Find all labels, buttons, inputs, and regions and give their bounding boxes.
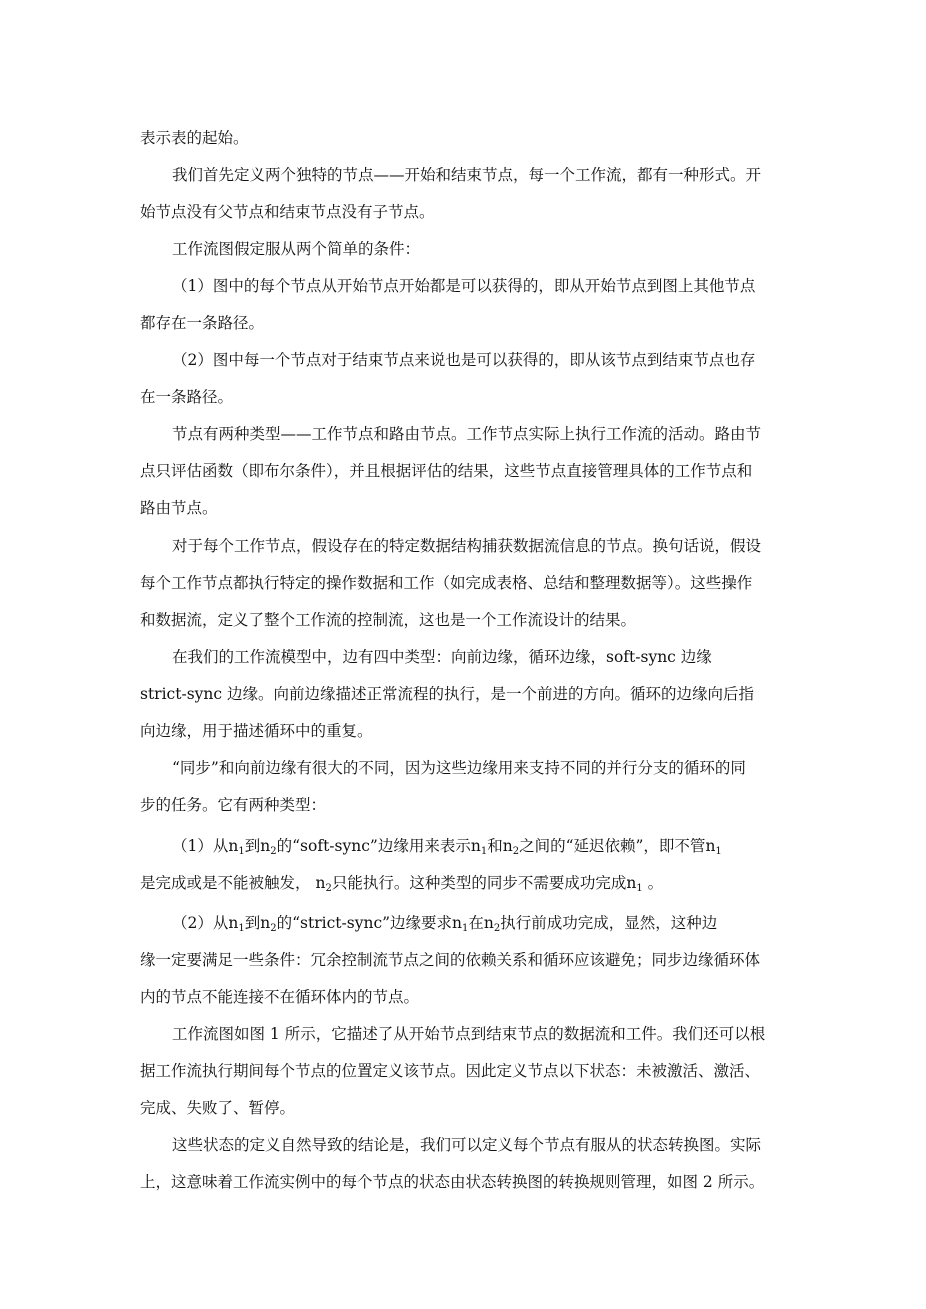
text-line: 缘一定要满足一些条件：冗余控制流节点之间的依赖关系和循环应该避免；同步边缘循环体 (140, 951, 761, 969)
text-line: 工作流图假定服从两个简单的条件： (172, 240, 421, 258)
text-line: 都存在一条路径。 (140, 314, 265, 332)
text-line: 和数据流，定义了整个工作流的控制流，这也是一个工作流设计的结果。 (140, 611, 637, 629)
text-line: 始节点没有父节点和结束节点没有子节点。 (140, 203, 435, 221)
text-line: 每个工作节点都执行特定的操作数据和工作（如完成表格、总结和整理数据等）。这些操作 (140, 574, 753, 592)
text-line: 在一条路径。 (140, 388, 234, 406)
text-line: （1）从$n_1$到$n_2$的“soft-sync”边缘用来表示$n_1$和$n_2$之间的“延迟依赖”，即不管$n_1$ (172, 837, 722, 857)
text-line: 步的任务。它有两种类型： (140, 796, 327, 814)
text-line: “同步”和向前边缘有很大的不同，因为这些边缘用来支持不同的并行分支的循环的同 (172, 759, 746, 777)
text-line: （2）图中每一个节点对于结束节点来说也是可以获得的，即从该节点到结束节点也存 (172, 351, 756, 369)
text-line: （2）从$n_1$到$n_2$的“strict-sync”边缘要求$n_1$在$n_2$执行前成功完成，显然，这种边 (172, 914, 718, 934)
text-line: 内的节点不能连接不在循环体内的节点。 (140, 988, 420, 1006)
text-line: 据工作流执行期间每个节点的位置定义该节点。因此定义节点以下状态：未被激活、激活、 (140, 1062, 761, 1080)
text-line: 在我们的工作流模型中，边有四中类型：向前边缘，循环边缘，soft-sync 边缘 (172, 648, 712, 666)
text-line: 工作流图如图 1 所示，它描述了从开始节点到结束节点的数据流和工件。我们还可以根 (172, 1025, 766, 1043)
text-line: 点只评估函数（即布尔条件），并且根据评估的结果，这些节点直接管理具体的工作节点和 (140, 462, 753, 480)
text-line: 上，这意味着工作流实例中的每个节点的状态由状态转换图的转换规则管理，如图 2 所示。 (140, 1173, 765, 1191)
text-line: 我们首先定义两个独特的节点——开始和结束节点，每一个工作流，都有一种形式。开 (172, 166, 762, 184)
text-line: （1）图中的每个节点从开始节点开始都是可以获得的，即从开始节点到图上其他节点 (172, 277, 756, 295)
text-line: 完成、失败了、暂停。 (140, 1099, 296, 1117)
text-line: 是完成或是不能被触发， $n_2$只能执行。这种类型的同步不需要成功完成$n_1$ 。 (140, 874, 664, 894)
text-line: 路由节点。 (140, 499, 218, 517)
text-line: 表示表的起始。 (140, 129, 249, 147)
text-line: strict-sync 边缘。向前边缘描述正常流程的执行，是一个前进的方向。循环的边缘向后指 (140, 685, 755, 703)
text-line: 向边缘，用于描述循环中的重复。 (140, 722, 373, 740)
text-line: 这些状态的定义自然导致的结论是，我们可以定义每个节点有服从的状态转换图。实际 (172, 1136, 762, 1154)
text-line: 节点有两种类型——工作节点和路由节点。工作节点实际上执行工作流的活动。路由节 (172, 425, 762, 443)
text-line: 对于每个工作节点，假设存在的特定数据结构捕获数据流信息的节点。换句话说，假设 (172, 537, 762, 555)
